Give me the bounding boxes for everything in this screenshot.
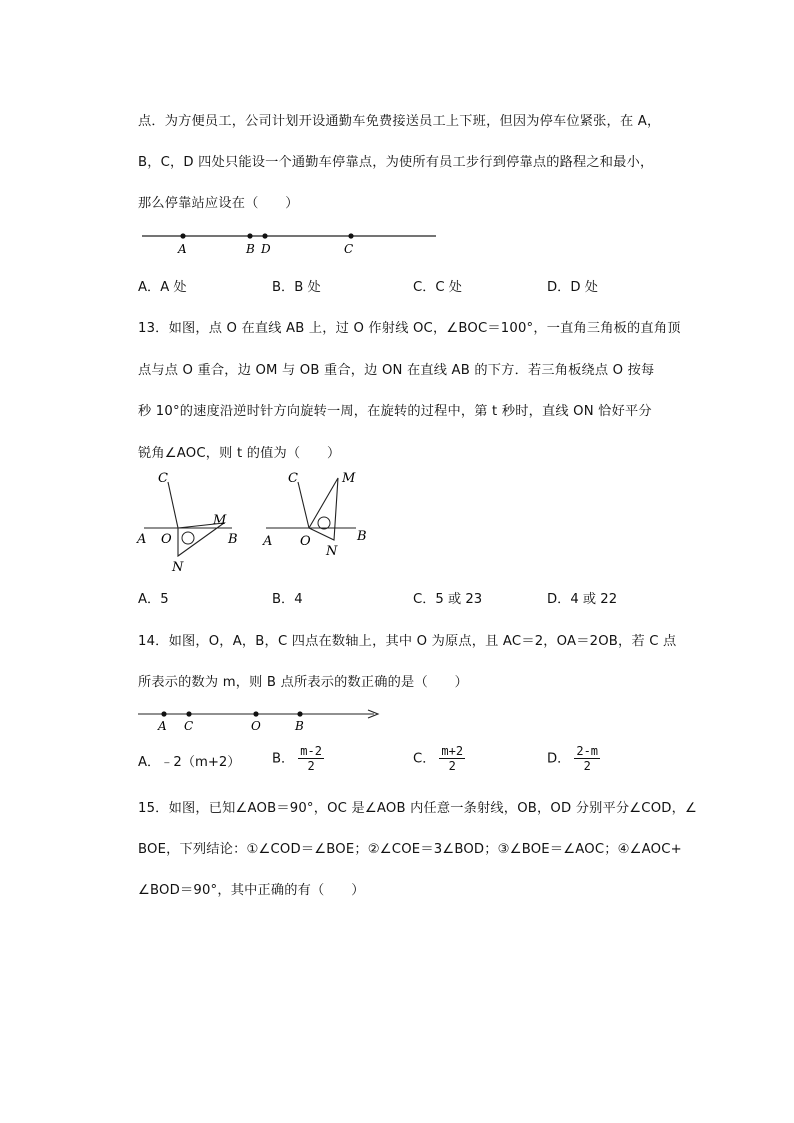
q13-f1-circle [182,532,194,544]
q13-text-line-4: 锐角∠AOC，则 t 的值为（ ） [138,446,341,461]
q14-option-b-denominator: 2 [307,759,315,773]
q15-text-line-3: ∠BOD＝90°，其中正确的有（ ） [138,883,365,898]
q13-figure-2 [262,468,382,578]
q12-label-c: C [344,242,354,256]
q13-f2-label-c: C [288,471,298,486]
q14-option-d-prefix: D． [547,751,571,767]
q12-point-a [180,233,185,238]
q12-text-line-1: 点．为方便员工，公司计划开设通勤车免费接送员工上下班，但因为停车位紧张，在 A， [138,114,661,129]
q14-label-c: C [184,719,194,733]
q13-f2-circle [318,517,330,529]
q13-f2-triangle [309,478,338,540]
q13-f1-label-b: B [228,532,238,547]
q14-option-c [413,744,465,773]
q14-option-d-fraction [574,744,600,773]
q14-label-b: B [295,719,304,733]
q14-point-c [186,711,191,716]
q14-option-c-fraction [439,744,465,773]
q14-point-b [297,711,302,716]
q13-figure-1 [136,468,256,578]
q14-number-axis [136,703,386,735]
q14-option-c-prefix: C． [413,751,436,767]
q12-text-line-2: B，C，D 四处只能设一个通勤车停靠点，为使所有员工步行到停靠点的路程之和最小， [138,155,654,170]
q14-option-a: A．﹣2（m+2） [138,755,241,770]
q14-label-o: O [251,719,261,733]
q13-f1-ray-oc [168,482,178,528]
q14-text-line-2: 所表示的数为 m，则 B 点所表示的数正确的是（ ） [138,675,468,690]
q13-f1-label-n: N [172,560,184,575]
q12-label-d: D [261,242,271,256]
q13-option-a: A．5 [138,592,169,607]
q12-label-a: A [178,242,187,256]
q12-option-b: B．B 处 [272,280,321,295]
q14-option-b-numerator: m-2 [300,744,322,758]
q14-label-a: A [158,719,167,733]
q14-option-b-prefix: B． [272,751,295,767]
q12-line-figure [138,226,448,256]
q12-point-c [348,233,353,238]
q13-f1-label-o: O [161,532,172,547]
q13-option-c: C．5 或 23 [413,592,483,607]
q14-option-d-denominator: 2 [583,759,591,773]
q15-text-line-1: 15．如图，已知∠AOB＝90°，OC 是∠AOB 内任意一条射线，OB，OD 分别平分∠COD，∠ [138,801,698,816]
q12-point-d [262,233,267,238]
q13-option-b: B．4 [272,592,303,607]
q13-option-d: D．4 或 22 [547,592,618,607]
q13-text-line-3: 秒 10°的速度沿逆时针方向旋转一周，在旋转的过程中，第 t 秒时，直线 ON 恰好平分 [138,404,652,419]
q12-point-b [247,233,252,238]
q14-option-d [547,744,600,773]
q14-option-c-denominator: 2 [448,759,456,773]
q13-f2-label-o: O [300,534,311,549]
q14-text-line-1: 14．如图，O，A，B，C 四点在数轴上，其中 O 为原点，且 AC＝2，OA＝2OB，若 C 点 [138,634,677,649]
q13-f2-label-m: M [342,471,356,486]
q13-f1-label-m: M [213,513,227,528]
q13-text-line-1: 13．如图，点 O 在直线 AB 上，过 O 作射线 OC，∠BOC＝100°，一直角三角板的直角顶 [138,321,681,336]
q14-option-c-numerator: m+2 [441,744,464,758]
q13-text-line-2: 点与点 O 重合，边 OM 与 OB 重合，边 ON 在直线 AB 的下方．若三角板绕点 O 按每 [138,363,655,378]
q14-point-o [253,711,258,716]
q12-option-c: C．C 处 [413,280,462,295]
q14-option-d-numerator: 2-m [576,744,599,758]
q13-f2-label-b: B [357,529,367,544]
q12-option-d: D．D 处 [547,280,598,295]
q12-option-a: A．A 处 [138,280,187,295]
q14-option-b-fraction [298,744,324,773]
q13-f1-label-c: C [158,471,168,486]
q15-text-line-2: BOE，下列结论：①∠COD＝∠BOE；②∠COE＝3∠BOD；③∠BOE＝∠AOC；④∠AOC+ [138,842,682,857]
q14-point-a [161,711,166,716]
q13-f2-label-a: A [263,534,273,549]
q12-text-line-3: 那么停靠站应设在（ ） [138,196,299,211]
q13-f1-label-a: A [137,532,147,547]
q12-label-b: B [246,242,255,256]
q14-option-b [272,744,324,773]
q13-f2-ray-oc [298,482,309,528]
q13-f2-label-n: N [326,544,338,559]
